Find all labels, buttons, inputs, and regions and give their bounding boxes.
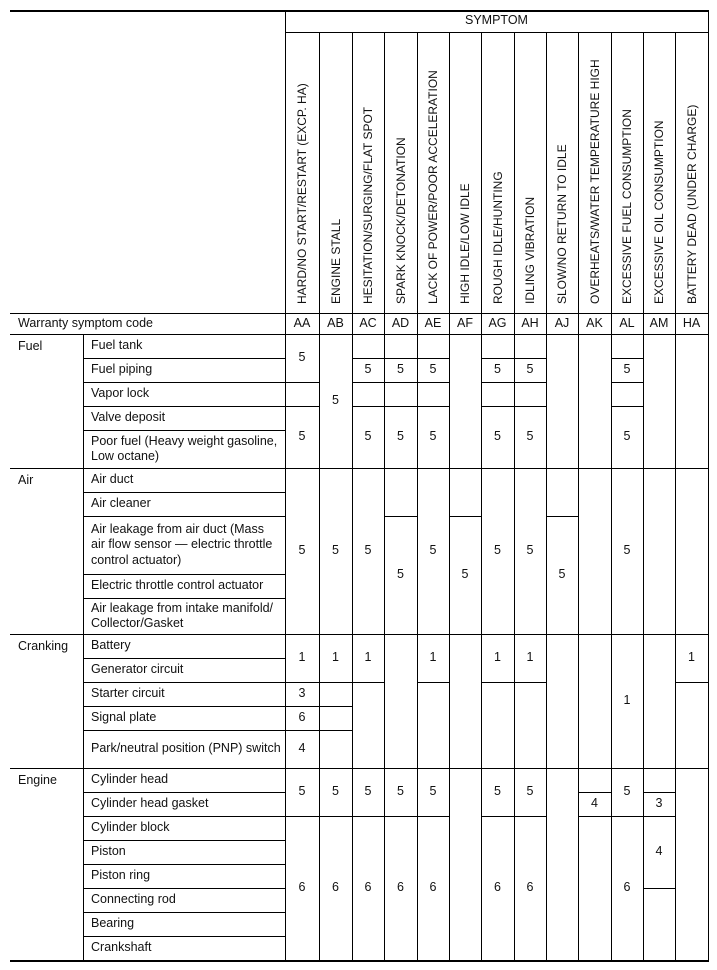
grid-line [83,840,285,841]
grid-line [384,816,418,817]
severity-value: 6 [623,880,631,895]
grid-line [285,706,320,707]
severity-value: 5 [298,429,306,444]
symptom-code: AL [619,315,635,330]
grid-line [319,682,353,683]
severity-value: 4 [591,796,598,811]
grid-line [285,10,286,960]
grid-line [10,960,709,962]
grid-line [611,32,612,960]
grid-line [643,816,676,817]
grid-line [352,358,385,359]
component-label: Connecting rod [91,892,176,907]
symptom-code: AF [457,315,473,330]
component-label: Bearing [91,916,135,931]
grid-line [643,32,644,960]
grid-line [417,32,418,960]
severity-value: 6 [298,710,306,725]
grid-line [481,406,515,407]
symptom-code: AD [391,315,410,330]
severity-value: 5 [298,350,306,365]
grid-line [578,792,612,793]
symptom-name: EXCESSIVE FUEL CONSUMPTION [620,109,634,304]
severity-value: 1 [429,650,437,665]
component-label: Valve deposit [91,410,166,425]
symptom-name: EXCESSIVE OIL CONSUMPTION [652,120,666,304]
component-label: Generator circuit [91,662,184,677]
component-label: Electric throttle control actuator [91,578,264,593]
severity-value: 6 [526,880,534,895]
grid-line [83,816,285,817]
grid-line [83,658,285,659]
grid-line [611,816,644,817]
symptom-code: AJ [554,315,570,330]
component-label: Poor fuel (Heavy weight gasoline, Low octane) [91,433,278,463]
symptom-name: HARD/NO START/RESTART (EXCP. HA) [295,83,309,304]
component-label: Cylinder head [91,772,169,787]
severity-value: 6 [332,880,339,895]
severity-value: 1 [298,650,306,665]
symptom-code: AK [586,315,603,330]
severity-value: 1 [332,650,339,665]
component-label: Signal plate [91,710,157,725]
system-name: Air [18,473,34,487]
symptom-name: OVERHEATS/WATER TEMPERATURE HIGH [587,59,602,304]
grid-line [514,406,547,407]
severity-value: 5 [364,543,372,558]
grid-line [514,816,547,817]
symptom-name: ENGINE STALL [328,218,343,304]
grid-line [417,816,450,817]
severity-value: 1 [494,650,501,665]
grid-line [481,358,515,359]
grid-line [417,382,450,383]
grid-line [675,32,676,960]
component-label: Fuel tank [91,338,143,353]
grid-line [352,32,353,960]
severity-value: 5 [364,784,372,799]
grid-line [481,382,515,383]
symptom-name: IDLING VIBRATION [523,196,537,304]
grid-line [449,516,482,517]
grid-line [319,706,353,707]
grid-line [83,598,285,599]
grid-line [384,32,385,960]
severity-value: 5 [494,543,501,558]
system-name: Cranking [18,639,69,653]
symptom-name: BATTERY DEAD (UNDER CHARGE) [684,104,699,304]
grid-line [83,682,285,683]
grid-line [417,406,450,407]
severity-value: 5 [558,567,566,582]
grid-line [83,888,285,889]
grid-line [546,32,547,960]
grid-line [83,406,285,407]
grid-line [83,516,285,517]
system-name: Engine [18,773,57,787]
severity-value: 5 [397,429,404,444]
system-name: Fuel [18,339,43,353]
grid-line [578,816,612,817]
grid-line [514,32,515,960]
severity-value: 1 [623,693,631,708]
component-label: Piston ring [91,868,151,883]
grid-line [10,468,709,469]
grid-line [352,406,385,407]
grid-line [675,682,709,683]
severity-value: 5 [526,543,534,558]
grid-line [611,382,644,383]
warranty-symptom-code-label: Warranty symptom code [18,315,153,330]
grid-line [481,32,482,960]
component-label: Air cleaner [91,496,151,511]
severity-value: 1 [364,650,372,665]
symptom-code: HA [682,315,701,330]
grid-line [83,730,285,731]
grid-line [319,32,320,960]
symptom-name: HIGH IDLE/LOW IDLE [458,183,472,304]
grid-line [10,313,709,314]
severity-value: 5 [364,362,372,377]
severity-value: 5 [332,393,339,408]
severity-value: 6 [364,880,372,895]
grid-line [83,358,285,359]
component-label: Vapor lock [91,386,150,401]
symptom-code: AH [521,315,539,330]
grid-line [352,816,385,817]
grid-line [83,430,285,431]
grid-line [83,492,285,493]
component-label: Cylinder head gasket [91,796,209,811]
symptom-name: ROUGH IDLE/HUNTING [490,171,505,304]
grid-line [83,912,285,913]
severity-value: 5 [429,429,437,444]
grid-line [546,516,579,517]
grid-line [417,682,450,683]
grid-line [481,682,515,683]
grid-line [285,406,320,407]
symptom-name: SLOW/NO RETURN TO IDLE [555,144,569,304]
severity-value: 1 [526,650,534,665]
grid-line [10,768,709,769]
grid-line [514,358,547,359]
grid-line [10,334,709,335]
grid-line [83,382,285,383]
grid-line [708,10,709,961]
symptom-code: AE [424,315,442,330]
grid-line [10,10,709,12]
severity-value: 5 [526,362,534,377]
grid-line [10,634,709,635]
component-label: Fuel piping [91,362,153,377]
grid-line [449,32,450,960]
severity-value: 5 [494,784,501,799]
severity-value: 5 [298,543,306,558]
severity-value: 5 [623,429,631,444]
component-label: Air leakage from intake manifold/ Collector/Gasket [91,600,274,630]
severity-value: 5 [526,784,534,799]
symptom-name: LACK OF POWER/POOR ACCELERATION [426,70,440,304]
symptom-code: AM [649,315,669,330]
severity-value: 5 [397,362,404,377]
grid-line [83,792,285,793]
grid-line [83,706,285,707]
symptom-name: SPARK KNOCK/DETONATION [393,137,408,304]
symptom-code: AG [488,315,507,330]
severity-value: 5 [397,784,404,799]
grid-line [352,682,385,683]
symptom-code: AC [359,315,377,330]
severity-value: 5 [494,362,501,377]
component-label: Starter circuit [91,686,165,701]
grid-line [384,358,418,359]
severity-value: 6 [494,880,501,895]
grid-line [514,682,547,683]
severity-value: 5 [298,784,306,799]
grid-line [611,358,644,359]
symptom-header: SYMPTOM [465,13,528,28]
symptom-name: HESITATION/SURGING/FLAT SPOT [361,106,375,304]
grid-line [83,334,84,960]
grid-line [83,574,285,575]
component-label: Battery [91,638,131,653]
severity-value: 5 [397,567,404,582]
severity-value: 5 [332,784,339,799]
severity-value: 5 [429,362,437,377]
symptom-code: AB [327,315,344,330]
grid-line [643,888,676,889]
grid-line [285,32,709,33]
component-label: Air duct [91,472,134,487]
grid-line [643,792,676,793]
severity-value: 1 [688,650,695,665]
severity-value: 5 [429,543,437,558]
grid-line [319,816,353,817]
grid-line [384,406,418,407]
grid-line [611,406,644,407]
severity-value: 3 [298,686,306,701]
severity-value: 5 [623,543,631,558]
grid-line [83,864,285,865]
grid-line [481,816,515,817]
grid-line [384,382,418,383]
grid-line [285,382,320,383]
grid-line [578,32,579,960]
severity-value: 5 [332,543,339,558]
component-label: Piston [91,844,126,859]
component-label: Crankshaft [91,940,152,955]
component-label: Cylinder block [91,820,170,835]
grid-line [384,516,418,517]
grid-line [417,358,450,359]
severity-value: 5 [429,784,437,799]
severity-value: 4 [655,844,663,859]
severity-value: 6 [429,880,437,895]
grid-line [352,382,385,383]
grid-line [285,816,320,817]
grid-line [319,730,353,731]
grid-line [285,682,320,683]
component-label: Park/neutral position (PNP) switch [91,741,281,756]
severity-value: 5 [494,429,501,444]
severity-value: 5 [526,429,534,444]
grid-line [285,730,320,731]
severity-value: 3 [655,796,663,811]
severity-value: 6 [397,880,404,895]
grid-line [83,936,285,937]
severity-value: 5 [461,567,469,582]
component-label: Air leakage from air duct (Mass air flow sensor — electric throttle control actuator) [91,521,273,567]
symptom-code: AA [293,315,311,330]
grid-line [514,382,547,383]
severity-value: 4 [298,741,306,756]
severity-value: 5 [364,429,372,444]
severity-value: 5 [623,362,631,377]
severity-value: 5 [623,784,631,799]
severity-value: 6 [298,880,306,895]
